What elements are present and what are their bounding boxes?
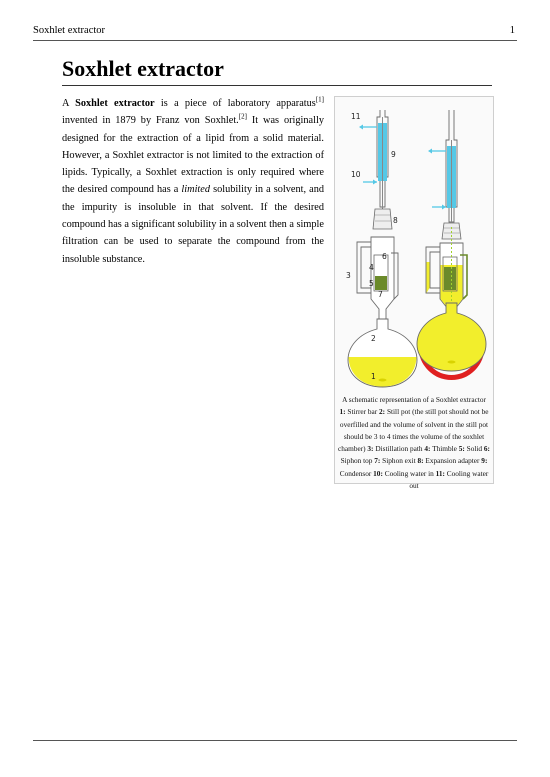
label-2: 2 [371,334,376,343]
caption-item-number: 1: [339,407,346,417]
caption-item-number: 6: [483,444,490,454]
caption-item-text: Expansion adapter [423,456,482,466]
bold-term: Soxhlet extractor [75,98,155,109]
intro-paragraph [62,95,324,268]
footer-rule [33,740,517,741]
caption-item-text: Solid [464,444,484,454]
caption-item-number: 10: [373,468,383,478]
expansion-adapter [373,209,392,229]
caption-item-text: Condensor [339,468,374,478]
text-run: is a piece of laboratory apparatus [154,98,316,109]
arrowhead-icon [359,125,363,130]
label-7: 7 [378,290,383,299]
caption-intro: A schematic representation of a Soxhlet extractor [342,395,486,404]
text-run: invented in 1879 by Franz von Soxhlet. [62,115,239,127]
caption-item-text: Still pot (the still pot should not be overfilled and the volume of solvent in the still pot should be 3 to 4 times the volume of the soxhlet chamber) [338,407,489,454]
text-run: solubility in a solvent, and the impurity is insoluble in that solvent. If the desired compound has a significant solubility in a solvent then a simple filtration can be used to separate the compound from the insoluble substance. [62,184,325,265]
label-8: 8 [393,216,398,225]
solid-sample [444,267,456,290]
caption-item-number: 9: [481,456,488,466]
caption-item-number: 3: [367,444,374,454]
figure-caption [338,394,490,492]
label-5: 5 [369,279,374,288]
caption-item-text: Thimble [430,444,459,454]
left-apparatus [346,110,417,387]
caption-item-number: 5: [458,444,465,454]
running-header-title: Soxhlet extractor [33,25,106,36]
label-10: 10 [351,170,361,179]
arrowhead-icon [428,149,432,154]
stirrer-bar [379,379,387,382]
arrowhead-icon [373,180,377,185]
caption-item-text: Cooling water out [409,468,489,491]
article-title: Soxhlet extractor [62,56,492,86]
text-run: It was originally designed for the extraction of a lipid from a solid material. However, a Soxhlet extractor is not limited to the extraction of lipids. Typically, a Soxhlet extraction is only required where the desired compound has a [62,115,324,196]
figure-box [334,96,494,491]
running-header [33,24,517,41]
caption-item-number: 7: [374,456,381,466]
right-apparatus [417,110,486,377]
caption-items [338,407,490,490]
label-11: 11 [351,112,361,121]
solvent-liquid [349,357,417,387]
label-6: 6 [382,252,387,261]
caption-item-text: Siphon top [340,456,375,466]
label-4: 4 [369,263,374,272]
caption-item-text: Distillation path [373,444,425,454]
label-1: 1 [371,372,376,381]
caption-item-text: Stirrer bar [345,407,380,417]
stirrer-bar [448,361,456,364]
citation-link-2[interactable]: [2] [238,112,247,121]
caption-item-number: 11: [435,468,445,478]
citation-link-1[interactable]: [1] [315,95,324,104]
page-number: 1 [509,25,515,36]
arrowhead-icon [442,205,446,210]
solid-sample [375,276,387,290]
text-run: A [62,98,76,109]
caption-item-text: Siphon exit [380,456,418,466]
caption-item-number: 8: [417,456,424,466]
caption-item-number: 4: [424,444,431,454]
label-9: 9 [391,150,396,159]
label-3: 3 [346,271,351,280]
caption-item-number: 2: [379,407,386,417]
caption-item-text: Cooling water in [382,468,436,478]
soxhlet-diagram [335,97,493,393]
italic-term: limited [181,184,211,196]
